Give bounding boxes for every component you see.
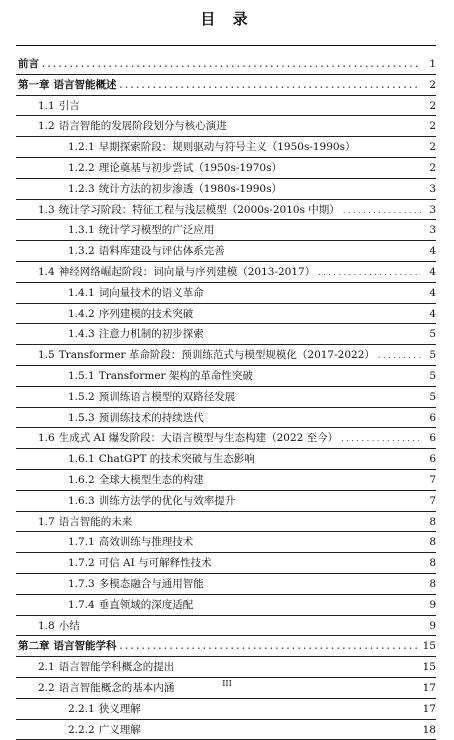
- toc-entry-page: 5: [424, 366, 436, 387]
- toc-entry-title: 预训练语言模型的双路径发展: [99, 387, 236, 408]
- page-number: III: [0, 679, 454, 688]
- toc-entry-page: 5: [424, 324, 436, 345]
- toc-entry-number: 2.2.2: [68, 720, 95, 740]
- toc-entry[interactable]: [16, 574, 436, 595]
- toc-entry-number: 2.2.1: [68, 699, 95, 720]
- toc-entry-number: 1.7: [38, 512, 55, 533]
- toc-entry[interactable]: [16, 512, 436, 533]
- toc-entry-number: 1.5.2: [68, 387, 95, 408]
- toc-dot-leader: [42, 54, 421, 75]
- toc-entry-number: 1.5: [38, 345, 55, 366]
- toc-entry-number: 1.7.4: [68, 595, 95, 616]
- toc-entry-number: 1.6.1: [68, 449, 95, 470]
- toc-entry-page: 7: [424, 470, 436, 491]
- toc-entry-title: 统计学习阶段：特征工程与浅层模型（2000s-2010s 中期）: [59, 200, 340, 221]
- toc-entry-page: 2: [424, 158, 436, 179]
- toc-entry-number: 1.5.1: [68, 366, 95, 387]
- toc-entry-page: 8: [424, 574, 436, 595]
- toc-entry-page: 4: [424, 262, 436, 283]
- toc-entry-page: 3: [424, 200, 436, 221]
- toc-entry[interactable]: [16, 366, 436, 387]
- toc-entry[interactable]: [16, 657, 436, 678]
- toc-entry-title: 注意力机制的初步探索: [99, 324, 204, 345]
- toc-entry-page: 6: [424, 428, 436, 449]
- toc-entry-title: 统计方法的初步渗透（1980s-1990s）: [99, 179, 282, 200]
- toc-entry-number: 1.8: [38, 616, 55, 637]
- toc-entry[interactable]: [16, 595, 436, 616]
- toc-entry-number: 1.2.2: [68, 158, 95, 179]
- toc-entry-number: 1.6: [38, 428, 55, 449]
- toc-entry-title: 早期探索阶段：规则驱动与符号主义（1950s-1990s）: [99, 137, 356, 158]
- toc-entry-number: 1.4.3: [68, 324, 95, 345]
- toc-entry-number: 1.2: [38, 116, 55, 137]
- toc-entry-title: 全球大模型生态的构建: [99, 470, 204, 491]
- toc-entry-page: 5: [424, 345, 436, 366]
- toc-entry[interactable]: [16, 200, 436, 221]
- toc-entry-title: 广义理解: [99, 720, 141, 740]
- toc-entry-page: 3: [424, 220, 436, 241]
- toc-entry-number: 2.1: [38, 657, 55, 678]
- toc-entry-number: 1.6.3: [68, 491, 95, 512]
- toc-entry-number: 1.4: [38, 262, 55, 283]
- toc-entry[interactable]: [16, 54, 436, 75]
- toc-entry-title: 垂直领域的深度适配: [99, 595, 194, 616]
- toc-entry-page: 9: [424, 595, 436, 616]
- toc-entry-title: 预训练技术的持续迭代: [99, 408, 204, 429]
- toc-entry-page: 15: [423, 657, 436, 678]
- toc-entry-title: 生成式 AI 爆发阶段：大语言模型与生态构建（2022 至今）: [59, 428, 338, 449]
- toc-dot-leader: [120, 636, 420, 657]
- toc-entry-title: 小结: [59, 616, 80, 637]
- toc-entry-title: 高效训练与推理技术: [99, 532, 194, 553]
- page-title: 目 录: [0, 8, 454, 29]
- toc-entry-page: 8: [424, 512, 436, 533]
- toc-entry[interactable]: [16, 699, 436, 720]
- toc-entry-title: 语言智能学科: [54, 636, 117, 657]
- toc-entry-title: 多模态融合与通用智能: [99, 574, 204, 595]
- toc-entry-page: 4: [424, 283, 436, 304]
- toc-entry[interactable]: [16, 158, 436, 179]
- toc-entry-number: 第二章: [18, 636, 50, 657]
- toc-entry-title: 狭义理解: [99, 699, 141, 720]
- toc-entry-title: 序列建模的技术突破: [99, 304, 194, 325]
- toc-entry-page: 2: [424, 137, 436, 158]
- toc-dot-leader: [120, 75, 422, 96]
- toc-entry-page: 6: [424, 408, 436, 429]
- toc-entry[interactable]: [16, 116, 436, 137]
- toc-entry[interactable]: [16, 636, 436, 657]
- toc-entry[interactable]: [16, 324, 436, 345]
- toc-entry[interactable]: [16, 428, 436, 449]
- toc-entry[interactable]: [16, 241, 436, 262]
- toc-entry-page: 9: [424, 616, 436, 637]
- toc-dot-leader: [378, 345, 421, 367]
- toc-entry-title: 可信 AI 与可解释性技术: [99, 553, 212, 574]
- toc-dot-leader: [343, 200, 421, 222]
- toc-entry-number: 1.4.2: [68, 304, 95, 325]
- toc-entry-number: 1.3.2: [68, 241, 95, 262]
- toc-entry-title: Transformer 革命阶段：预训练范式与模型规模化（2017-2022）: [59, 345, 375, 366]
- toc-entry-title: Transformer 架构的革命性突破: [99, 366, 253, 387]
- toc-entry-page: 17: [423, 678, 436, 699]
- table-of-contents: [16, 54, 436, 740]
- toc-entry-page: 6: [424, 449, 436, 470]
- toc-entry-number: 1.4.1: [68, 283, 95, 304]
- toc-entry-number: 1.2.3: [68, 179, 95, 200]
- toc-entry-number: 1.7.3: [68, 574, 95, 595]
- toc-entry-number: 1.1: [38, 96, 55, 117]
- toc-entry-number: 1.7.2: [68, 553, 95, 574]
- toc-entry-title: ChatGPT 的技术突破与生态影响: [99, 449, 255, 470]
- toc-entry[interactable]: [16, 262, 436, 283]
- toc-entry[interactable]: [16, 449, 436, 470]
- toc-entry[interactable]: [16, 720, 436, 740]
- toc-entry-number: 1.2.1: [68, 137, 95, 158]
- toc-entry-page: 8: [424, 553, 436, 574]
- toc-entry[interactable]: [16, 408, 436, 429]
- toc-entry-number: 第一章: [18, 75, 50, 96]
- toc-entry[interactable]: [16, 137, 436, 158]
- toc-entry-number: 1.3: [38, 200, 55, 221]
- toc-entry-title: 词向量技术的语义革命: [99, 283, 204, 304]
- toc-entry-title: 统计学习模型的广泛应用: [99, 220, 215, 241]
- toc-entry-page: 8: [424, 532, 436, 553]
- toc-entry-title: 语言智能的未来: [59, 512, 133, 533]
- toc-entry-number: 1.7.1: [68, 532, 95, 553]
- toc-entry-page: 2: [424, 96, 436, 117]
- toc-entry-page: 1: [424, 54, 436, 75]
- toc-entry-title: 神经网络崛起阶段：词向量与序列建模（2013-2017）: [59, 262, 316, 283]
- toc-entry[interactable]: [16, 616, 436, 637]
- toc-entry[interactable]: [16, 179, 436, 200]
- toc-entry-page: 4: [424, 304, 436, 325]
- toc-entry[interactable]: [16, 532, 436, 553]
- toc-entry-title: 理论奠基与初步尝试（1950s-1970s）: [99, 158, 282, 179]
- toc-entry-page: 4: [424, 241, 436, 262]
- toc-entry-number: 2.2: [38, 678, 55, 699]
- toc-entry-title: 引言: [59, 96, 80, 117]
- toc-entry-title: 语言智能的发展阶段划分与核心演进: [59, 116, 227, 137]
- toc-entry-page: 2: [424, 116, 436, 137]
- toc-entry[interactable]: [16, 283, 436, 304]
- title-divider: [16, 45, 436, 46]
- toc-entry[interactable]: [16, 220, 436, 241]
- toc-entry-page: 7: [424, 491, 436, 512]
- toc-dot-leader: [318, 262, 421, 284]
- toc-entry-title: 语言智能概念的基本内涵: [59, 678, 175, 699]
- toc-entry-page: 5: [424, 387, 436, 408]
- toc-entry-title: 语言智能学科概念的提出: [59, 657, 175, 678]
- toc-entry[interactable]: [16, 553, 436, 574]
- toc-entry[interactable]: [16, 96, 436, 117]
- toc-entry-page: 18: [423, 720, 436, 740]
- toc-entry-number: 1.6.2: [68, 470, 95, 491]
- toc-entry-title: 训练方法学的优化与效率提升: [99, 491, 236, 512]
- toc-entry-title: 语言智能概述: [54, 75, 117, 96]
- toc-entry[interactable]: [16, 304, 436, 325]
- toc-entry[interactable]: [16, 75, 436, 96]
- toc-entry-title: 语料库建设与评估体系完善: [99, 241, 225, 262]
- toc-entry-page: 2: [424, 75, 436, 96]
- toc-entry-title: 前言: [18, 54, 39, 75]
- toc-entry[interactable]: [16, 345, 436, 366]
- toc-entry-page: 17: [423, 699, 436, 720]
- toc-entry-page: 15: [423, 636, 436, 657]
- toc-entry-number: 1.5.3: [68, 408, 95, 429]
- toc-entry-page: 3: [424, 179, 436, 200]
- toc-entry-number: 1.3.1: [68, 220, 95, 241]
- toc-dot-leader: [341, 428, 421, 450]
- toc-entry[interactable]: [16, 491, 436, 512]
- toc-entry[interactable]: [16, 470, 436, 491]
- toc-entry[interactable]: [16, 387, 436, 408]
